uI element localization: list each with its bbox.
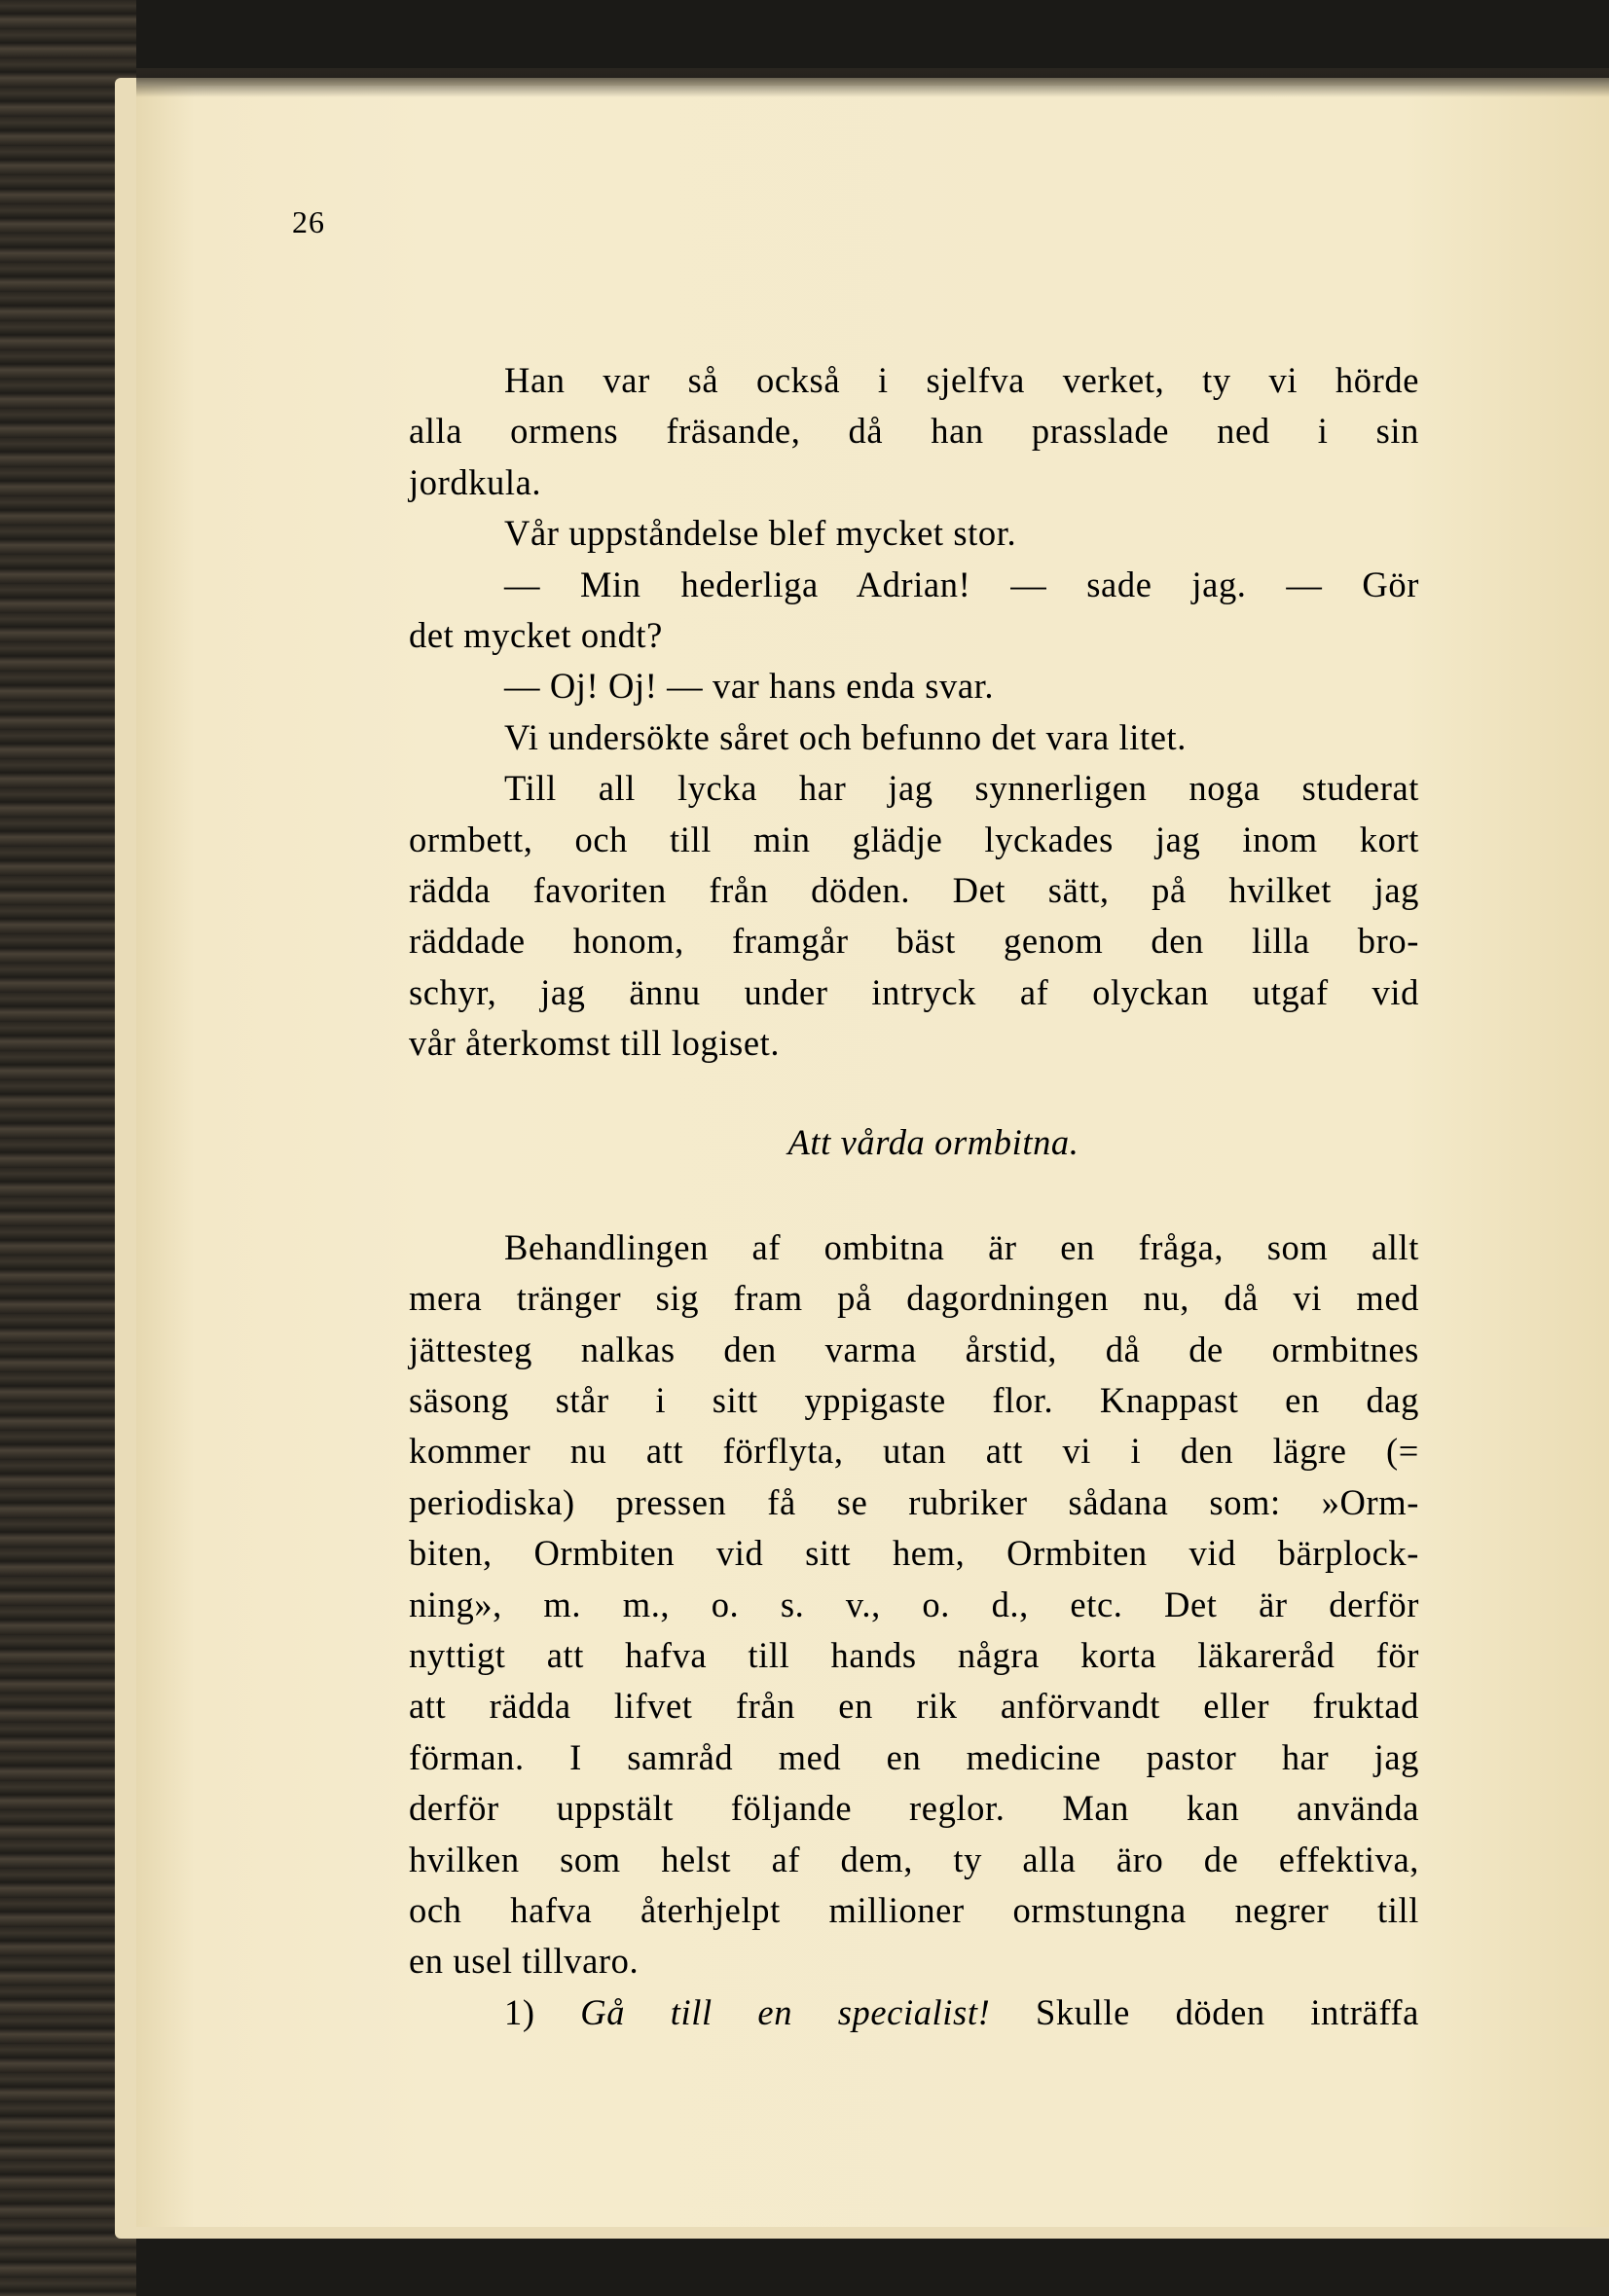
text-line: mera tränger sig fram på dagordningen nu, då vi med <box>409 1278 1419 1319</box>
text-line: förman. I samråd med en medicine pastor har jag <box>409 1736 1419 1777</box>
text-line: alla ormens fräsande, då han prasslade ned i sin <box>409 411 1419 452</box>
text-line: jordkula. <box>409 461 542 502</box>
paragraph <box>409 661 1419 711</box>
text-line: jättesteg nalkas den varma årstid, då de ormbitnes <box>409 1329 1419 1369</box>
text-line: att rädda lifvet från en rik anförvandt eller fruktad <box>409 1686 1419 1727</box>
text-line: räddade honom, framgår bäst genom den lilla bro- <box>409 921 1419 962</box>
body-text <box>409 355 1419 2038</box>
text-line: hvilken som helst af dem, ty alla äro de effektiva, <box>409 1839 1419 1879</box>
paragraph <box>409 355 1419 508</box>
text-line: schyr, jag ännu under intryck af olyckan utgaf vid <box>409 971 1419 1012</box>
text-line: rädda favoriten från döden. Det sätt, på hvilket jag <box>409 869 1419 910</box>
text-line: och hafva återhjelpt millioner ormstungna negrer till <box>409 1889 1419 1930</box>
page-top-shadow <box>136 68 1609 97</box>
paragraph <box>409 1222 1419 1987</box>
paragraph <box>409 508 1419 559</box>
text-line: Vår uppståndelse blef mycket stor. <box>504 513 1017 554</box>
text-line: Vi undersökte såret och befunno det vara litet. <box>504 716 1188 757</box>
final-line <box>409 1987 1419 2038</box>
text-line: ormbett, och till min glädje lyckades jag inom kort <box>409 819 1419 859</box>
text-after-heading <box>409 1222 1419 1987</box>
text-line: periodiska) pressen få se rubriker sådana som: »Orm- <box>409 1481 1419 1522</box>
text-line: det mycket ondt? <box>409 614 663 655</box>
paragraph <box>409 560 1419 662</box>
page-number: 26 <box>292 204 325 239</box>
list-number: 1) <box>504 1991 535 2032</box>
text-line: kommer nu att förflyta, utan att vi i den lägre (= <box>409 1431 1419 1472</box>
text-line: — Min hederliga Adrian! — sade jag. — Gör <box>504 564 1419 604</box>
emphasis-text: Gå till en specialist! <box>580 1991 991 2032</box>
text-line: biten, Ormbiten vid sitt hem, Ormbiten vid bärplock- <box>409 1533 1419 1574</box>
text-line: derför uppstält följande reglor. Man kan använda <box>409 1788 1419 1829</box>
paragraph <box>409 712 1419 763</box>
text-line: en usel tillvaro. <box>409 1941 640 1982</box>
section-heading: Att vårda ormbitna. <box>787 1122 1079 1163</box>
text-line: ning», m. m., o. s. v., o. d., etc. Det är derför <box>409 1584 1419 1624</box>
text-line: Han var så också i sjelfva verket, ty vi hörde <box>504 360 1419 400</box>
text-line: Till all lycka har jag synnerligen noga studerat <box>504 768 1419 809</box>
paragraph <box>409 763 1419 1069</box>
line-rest: Skulle döden inträffa <box>1036 1991 1419 2032</box>
text-line: vår återkomst till logiset. <box>409 1023 781 1064</box>
text-line: — Oj! Oj! — var hans enda svar. <box>504 666 995 707</box>
text-before-heading <box>409 355 1419 1069</box>
text-line: Behandlingen af ombitna är en fråga, som allt <box>504 1226 1419 1267</box>
text-line: säsong står i sitt yppigaste flor. Knappast en dag <box>409 1380 1419 1421</box>
text-line: nyttigt att hafva till hands några korta läkareråd för <box>409 1634 1419 1675</box>
